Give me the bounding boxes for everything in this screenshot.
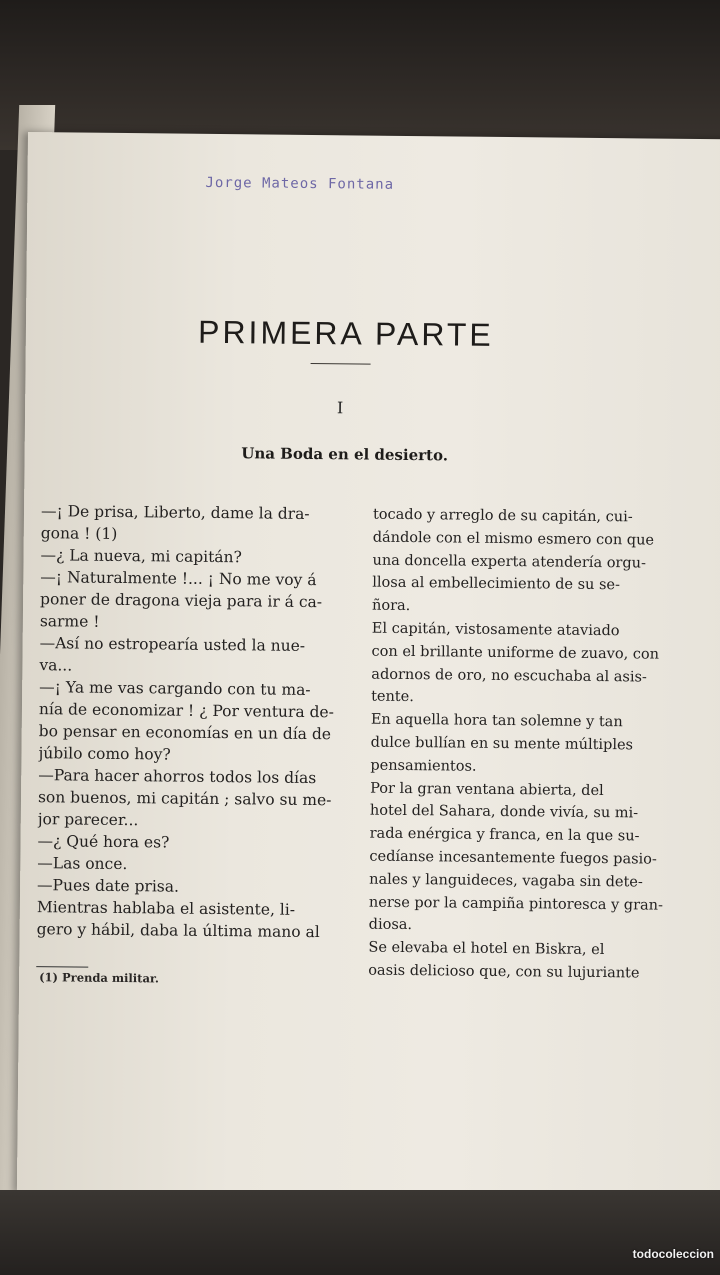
text-line: oasis delicioso que, con su lujuriante [368, 962, 640, 982]
text-line: —¡ Ya me vas cargando con tu ma- [39, 678, 311, 699]
text-line: gona ! (1) [40, 524, 118, 543]
text-line: son buenos, mi capitán ; salvo su me- [37, 788, 332, 810]
text-line: Se elevaba el hotel en Biskra, el [368, 939, 605, 959]
text-line: tente. [371, 688, 414, 706]
text-line: bo pensar en economías en un día de [38, 722, 332, 744]
text-line: nía de economizar ! ¿ Por ventura de- [38, 700, 334, 722]
text-line: El capitán, vistosamente ataviado [371, 620, 620, 640]
text-line: —Para hacer ahorros todos los días [38, 766, 317, 788]
text-line: jor parecer... [37, 810, 139, 830]
text-line: hotel del Sahara, donde vivía, su mi- [369, 802, 639, 822]
book-page [17, 132, 720, 1201]
text-line: una doncella experta atendería orgu- [372, 552, 647, 572]
text-line: diosa. [368, 916, 413, 934]
right-text-column [368, 504, 718, 986]
text-line: gero y hábil, daba la última mano al [36, 920, 320, 942]
text-line: En aquella hora tan solemne y tan [370, 711, 623, 731]
text-line: sarme ! [39, 612, 100, 631]
title-divider [311, 363, 371, 365]
text-line: Por la gran ventana abierta, del [370, 780, 604, 799]
text-line: cedíanse incesantemente fuegos pasio- [369, 848, 657, 868]
text-line: adornos de oro, no escuchaba al asis- [371, 666, 647, 686]
footnote: (1) Prenda militar. [39, 970, 160, 986]
text-line: tocado y arreglo de su capitán, cui- [372, 506, 633, 526]
text-line: rada enérgica y franca, en la que su- [369, 825, 640, 845]
text-line: —¿ Qué hora es? [37, 832, 170, 852]
text-line: —¡ Naturalmente !... ¡ No me voy á [40, 568, 317, 590]
text-line: —¡ De prisa, Liberto, dame la dra- [40, 502, 310, 523]
text-line: ñora. [371, 597, 411, 615]
text-line: con el brillante uniforme de zuavo, con [371, 643, 660, 663]
text-line: llosa al embellecimiento de su se- [372, 575, 621, 594]
text-line: nerse por la campiña pintoresca y gran- [368, 894, 664, 914]
chapter-number: I [336, 398, 344, 418]
text-line: va... [39, 656, 73, 675]
text-line: poner de dragona vieja para ir á ca- [40, 590, 323, 612]
text-line: —Así no estropearía usted la nue- [39, 634, 306, 655]
text-line: dándole con el mismo esmero con que [372, 529, 655, 549]
part-title: PRIMERA PARTE [197, 313, 494, 353]
text-line: júbilo como hoy? [38, 744, 171, 764]
text-line: —¿ La nueva, mi capitán? [40, 546, 242, 567]
text-line: dulce bullían en su mente múltiples [370, 734, 634, 754]
chapter-title: Una Boda en el desierto. [241, 444, 449, 465]
dark-background-top [0, 0, 720, 150]
footnote-divider [36, 966, 88, 968]
text-line: Mientras hablaba el asistente, li- [36, 898, 296, 919]
owner-stamp: Jorge Mateos Fontana [205, 174, 395, 193]
text-line: pensamientos. [370, 757, 477, 775]
text-line: nales y languideces, vagaba sin dete- [369, 871, 643, 891]
dark-background-bottom [0, 1190, 720, 1275]
left-text-column [37, 500, 354, 943]
watermark: todocoleccion [632, 1247, 714, 1261]
text-line: —Pues date prisa. [37, 876, 180, 896]
text-line: —Las once. [37, 854, 128, 874]
